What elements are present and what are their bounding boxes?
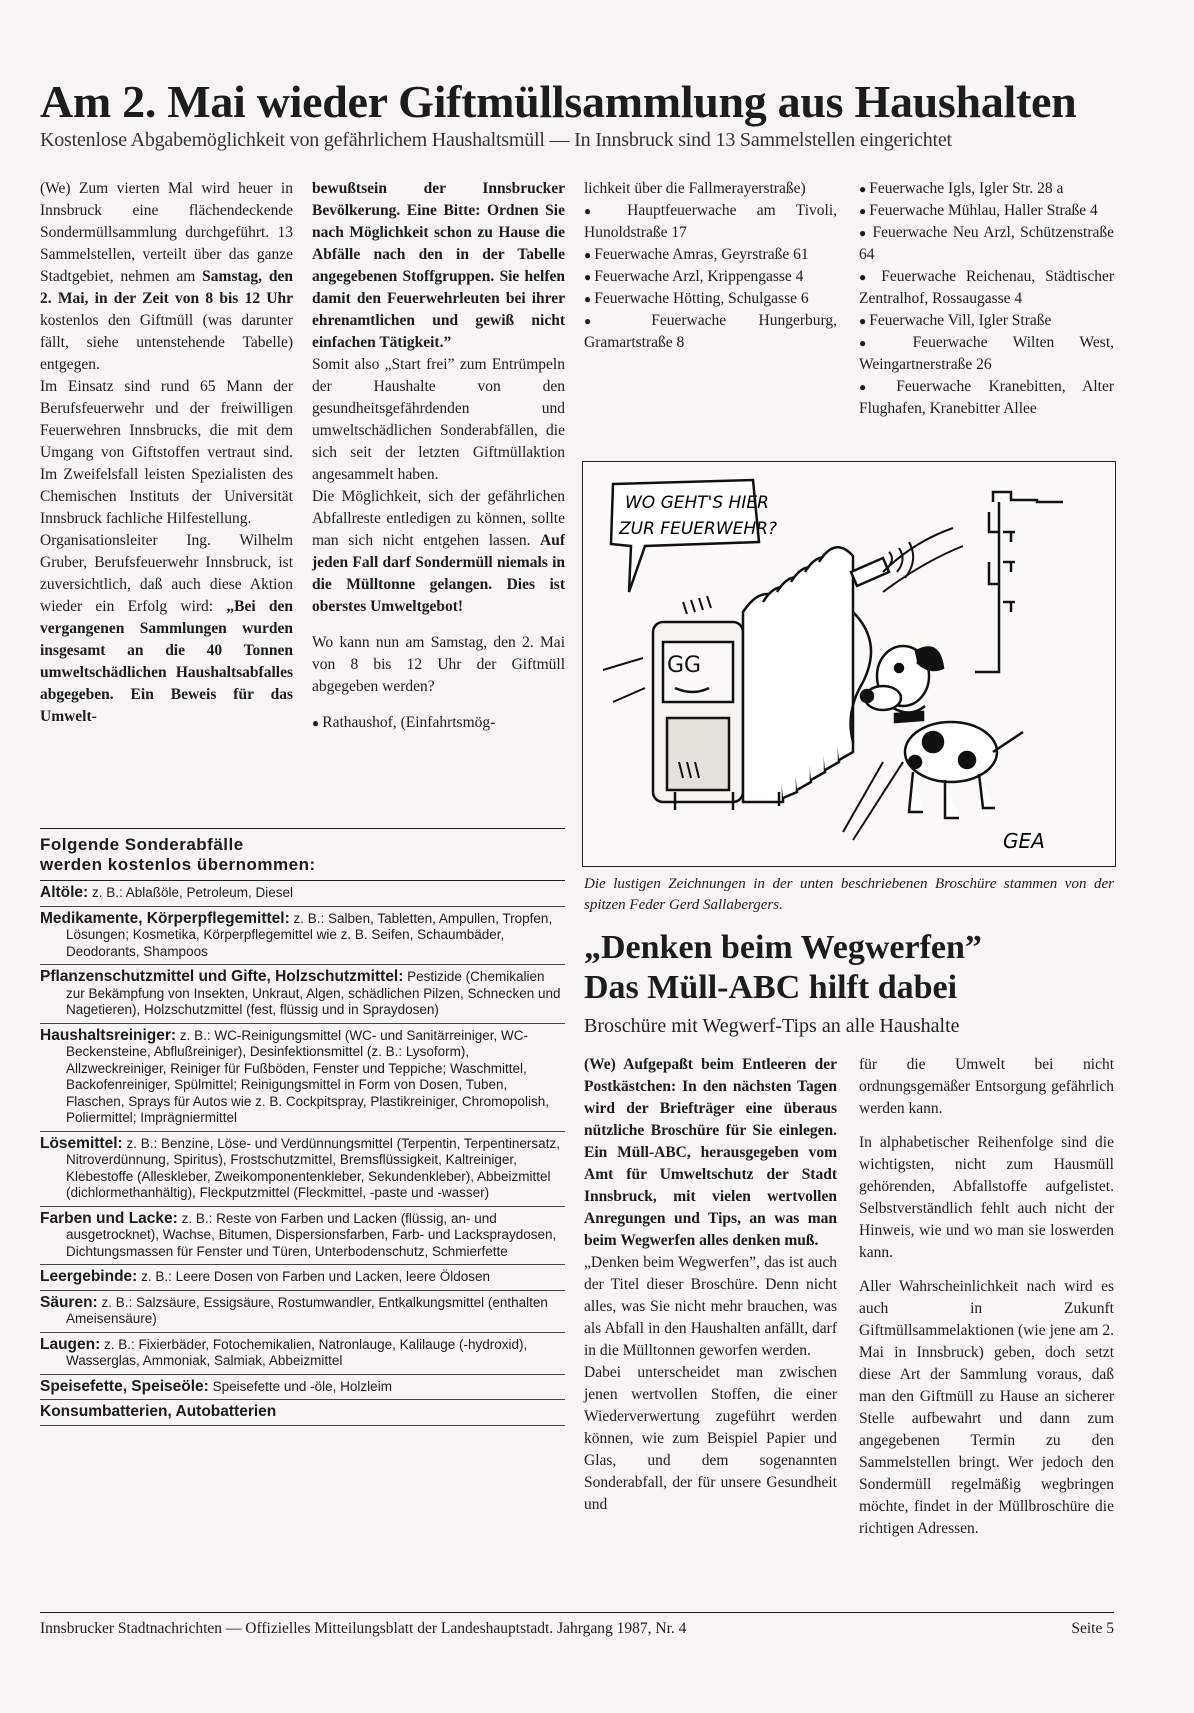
radiator-drawing [653,542,913,810]
waste-category: Konsumbatterien, Autobatterien [40,1403,277,1420]
waste-category: Pflanzenschutzmittel und Gifte, Holzschutzmittel: [40,968,404,985]
waste-examples: z. B.: Fixierbäder, Fotochemikalien, Natronlauge, Kalilauge (-hydroxid), Wasserglas, Ammoniak, Salmiak, Abbeizmittel [66,1336,528,1368]
waste-examples: z. B.: Benzine, Löse- und Verdünnungsmittel (Terpentin, Terpentinersatz, Nitroverdünnung, Spiritus), Frostschutzmittel, Bremsflüssigkeit, Kaltreiniger, Klebestoffe (Alleskleber, Zweikomponentenkleber, Sekundenkleber), Abbeizmittel (dichlormethanhältig), Fleckputzmittel (Fleckmittel, -paste und -wasser) [66,1135,560,1200]
article1-intro: (We) Zum vierten Mal wird heuer in Innsbruck eine flächendeckende Sondermüllsammlung durchgeführt. 13 Sammelstellen, verteilt über das ganze Stadtgebiet, nehmen am Samstag, den 2. Mai, in der Zeit von 8 bis 12 Uhr kostenlos den Giftmüll (was darunter fällt, siehe untenstehende Tabelle) entgegen. [40,180,293,373]
waste-table-entry [40,1404,565,1421]
location-bullet: ● Feuerwache Mühlau, Haller Straße 4 [859,200,1114,222]
artist-signature: GEA [1003,829,1045,853]
cartoon-illustration [582,461,1116,867]
waste-table-entry [40,911,565,961]
location-bullet: ● Feuerwache Wilten West, Weingartnerstraße 26 [859,332,1114,376]
radiator-eyes: GG [667,653,702,678]
article1-text: Organisationsleiter Ing. Wilhelm Gruber, Berufsfeuerwehr Innsbruck, ist zuversichtlich, daß auch diese Aktion wieder ein Erfolg wird: [40,532,293,615]
waste-table-body [40,881,565,1426]
location-bullet: ● Feuerwache Amras, Geyrstraße 61 [584,244,837,266]
location-bullet: ● Feuerwache Reichenau, Städtischer Zentralhof, Rossaugasse 4 [859,266,1114,310]
waste-examples: z. B.: Salzsäure, Essigsäure, Rostumwandler, Entkalkungsmittel (enthalten Ameisensäure) [66,1294,548,1326]
article1-quote: bewußtsein der Innsbrucker Bevölkerung. Eine Bitte: Ordnen Sie nach Möglichkeit schon zu Hause die Abfälle nach den in der Tabelle angegebenen Stoffgruppen. Sie helfen damit den Feuerwehrleuten bei ihrer ehrenamtlichen und gewiß nicht einfachen Tätigkeit.” [312,180,565,351]
subheadline: Kostenlose Abgabemöglichkeit von gefährlichem Haushaltsmüll — In Innsbruck sind 13 Sammelstellen eingerichtet [40,129,952,151]
waste-table-row [40,1333,565,1375]
waste-table-row [40,965,565,1024]
article1-paragraph: Somit also „Start frei” zum Entrümpeln der Haushalte von den gesundheitsgefährdenden und umweltschädlichen Sonderabfällen, die sich seit der letzten Giftmüllaktion angesammelt haben. [312,356,565,483]
location-bullet: ● Feuerwache Arzl, Krippengasse 4 [584,266,837,288]
article1-emphasis: Auf jeden Fall darf Sondermüll niemals in die Mülltonne gelangen. Dies ist oberstes Umweltgebot! [312,532,565,615]
waste-table-heading-line: Folgende Sonderabfälle [40,835,244,854]
page-number: Seite 5 [1071,1620,1114,1637]
article2-intro [584,1054,837,1252]
article2-subtitle: Broschüre mit Wegwerf-Tips an alle Haushalte [584,1015,960,1037]
location-bullet: ● Feuerwache Hungerburg, Gramartstraße 8 [584,310,837,354]
waste-table-entry [40,885,565,902]
speech-text-line-1: WO GEHT'S HIER [625,493,769,513]
location-bullet: ● Feuerwache Vill, Igler Straße [859,310,1114,332]
waste-table-row [40,1132,565,1207]
waste-table-entry [40,1295,565,1328]
location-bullet: ● Rathaushof, (Einfahrtsmög- [312,712,565,734]
article2-paragraph: Dabei unterscheidet man zwischen jenen wertvollen Stoffen, die einer Wiederverwertung zugeführt werden können, wie zum Beispiel Papier und Glas, und dem sogenannten Sonderabfall, der für unsere Gesundheit und [584,1364,837,1513]
waste-examples: z. B.: Leere Dosen von Farben und Lacken, leere Öldosen [137,1269,491,1284]
waste-category: Speisefette, Speiseöle: [40,1377,209,1395]
article2-paragraph: In alphabetischer Reihenfolge sind die wichtigsten, nicht zum Hausmüll gehörenden, Abfallstoffe aufgelistet. Selbstverständlich fehlt auch nicht der Hinweis, wie und wo man sie loswerden kann. [859,1134,1114,1261]
waste-table-row [40,1207,565,1266]
speech-text-line-2: ZUR FEUERWEHR? [619,519,777,539]
waste-table-entry [40,1136,565,1202]
waste-table-heading [40,835,565,881]
article1-question: Wo kann nun am Samstag, den 2. Mai von 8 bis 12 Uhr der Giftmüll abgegeben werden? [312,634,565,695]
location-bullet: ● Feuerwache Kranebitten, Alter Flughafen, Kranebitter Allee [859,376,1114,420]
article1-column-4 [859,178,1114,420]
location-list [859,178,1114,420]
waste-examples: z. B.: Ablaßöle, Petroleum, Diesel [88,885,294,900]
article1-text: Die Möglichkeit, sich der gefährlichen Abfallreste entledigen zu können, sollte man sich nicht entgehen lassen. [312,488,565,549]
cartoon-drawing [583,462,1115,866]
divider [40,828,565,829]
waste-table-entry [40,969,565,1019]
article1-quote: „Bei den vergangenen Sammlungen wurden insgesamt an die 40 Tonnen umweltschädlichen Haushaltsabfalles abgegeben. Ein Beweis für das Umwelt- [40,598,293,725]
waste-category: Farben und Lacke: [40,1209,178,1227]
waste-table-row [40,1375,565,1401]
waste-category: Altöle: [40,884,89,901]
waste-table-row [40,1265,565,1291]
waste-table-row [40,881,565,907]
article2-column-2 [859,1054,1114,1540]
waste-examples: z. B.: WC-Reinigungsmittel (WC- und Sanitärreiniger, WC-Beckensteine, Abflußreiniger), Desinfektionsmittel (z. B.: Lysoform), Allzweckreiniger, Reiniger für Fußböden, Fenster und Teppiche; Waschmittel, Backofenreiniger, Spülmittel; Reinigungsmittel in Form von Dosen, Tuben, Flaschen, Sprays für Autos wie z. B. Cockpitspray, Plastikreiniger, Chromopolish, Poliermittel; Imprägniermittel [66,1027,549,1125]
building-drawing [975,492,1063,672]
waste-table-entry [40,1269,565,1286]
waste-category: Säuren: [40,1293,98,1311]
waste-table-row [40,1291,565,1333]
location-bullet: ● Feuerwache Igls, Igler Str. 28 a [859,178,1114,200]
location-continuation: lichkeit über die Fallmerayerstraße) [584,180,806,197]
article2-paragraph: Aller Wahrscheinlichkeit nach wird es auch in Zukunft Giftmüllsammelaktionen (wie jene am 2. Mai in Innsbruck) geben, doch setzt diese Art der Sammlung voraus, daß man den Giftmüll zu Hause an sicherer Stelle aufbewahrt und dann zum angegebenen Termin zu den Sammelstellen bringt. Wer jedoch den Sondermüll regelmäßig wegbringen möchte, findet in der Müllbroschüre die richtigen Adressen. [859,1278,1114,1537]
waste-table-heading-line: werden kostenlos übernommen: [40,855,316,874]
page-footer [40,1612,1114,1639]
waste-examples: Speisefette und -öle, Holzleim [208,1378,392,1394]
waste-examples: z. B.: Salben, Tabletten, Ampullen, Tropfen, Lösungen; Kosmetika, Körperpflegemittel wie z. B. Seifen, Schaumbäder, Deodorants, Shampoos [66,910,553,959]
waste-table-entry [40,1337,565,1370]
article1-column-1 [40,178,293,728]
waste-category: Leergebinde: [40,1268,138,1285]
location-bullet: ● Hauptfeuerwache am Tivoli, Hunoldstraße 17 [584,200,837,244]
waste-examples: Pestizide (Chemikalien zur Bekämpfung von Insekten, Unkraut, Algen, schädlichen Pilzen, Schnecken und Nagetieren), Holzschutzmittel (fest, flüssig und in Spraydosen) [66,969,561,1017]
waste-table-row [40,1024,565,1132]
waste-table-entry [40,1379,565,1396]
article1-column-3 [584,178,837,354]
article2-title [584,928,1114,1008]
footer-publication: Innsbrucker Stadtnachrichten — Offizielles Mitteilungsblatt der Landeshauptstadt. Jahrgang 1987, Nr. 4 [40,1620,687,1637]
article1-paragraph [312,486,565,618]
article2-intro-bold: (We) Aufgepaßt beim Entleeren der Postkästchen: In den nächsten Tagen wird der Briefträger eine überaus nützliche Broschüre für Sie einlegen. Ein Müll-ABC, herausgegeben vom Amt für Umweltschutz der Stadt Innsbruck, mit vielen wertvollen Anregungen und Tips, an was man beim Wegwerfen alles denken muß. [584,1056,837,1249]
location-list [584,200,837,354]
article1-paragraph [40,530,293,728]
waste-table-row [40,1400,565,1426]
waste-category: Medikamente, Körperpflegemittel: [40,909,290,927]
waste-table-entry [40,1211,565,1261]
article1-column-2 [312,178,565,734]
article2-paragraph: „Denken beim Wegwerfen”, das ist auch der Titel dieser Broschüre. Denn nicht alles, was Sie nicht mehr brauchen, was als Abfall in den Haushalten anfällt, darf in die Mülltonnen geworfen werden. [584,1254,837,1359]
cartoon-caption: Die lustigen Zeichnungen in der unten beschriebenen Broschüre stammen von der spitzen Feder Gerd Sallabergers. [584,876,1114,913]
article2-column-1 [584,1054,837,1516]
article2-title-line: Das Müll-ABC hilft dabei [584,969,958,1006]
article1-paragraph: Im Einsatz sind rund 65 Mann der Berufsfeuerwehr und der freiwilligen Feuerwehren Innsbrucks, die mit dem Umgang von Giftstoffen vertraut sind. Im Zweifelsfall leisten Spezialisten des Chemischen Instituts der Universität Innsbruck fachliche Hilfestellung. [40,378,293,527]
article2-paragraph: für die Umwelt bei nicht ordnungsgemäßer Entsorgung gefährlich werden kann. [859,1056,1114,1117]
waste-table [40,835,565,1426]
waste-category: Lösemittel: [40,1134,123,1152]
article1-paragraph [312,178,565,354]
headline: Am 2. Mai wieder Giftmüllsammlung aus Haushalten [40,76,1077,127]
location-bullet: ● Feuerwache Neu Arzl, Schützenstraße 64 [859,222,1114,266]
waste-category: Haushaltsreiniger: [40,1026,177,1044]
article2-title-line: „Denken beim Wegwerfen” [584,929,982,966]
waste-table-entry [40,1028,565,1127]
waste-examples: z. B.: Reste von Farben und Lacken (flüssig, an- und ausgetrocknet), Wachse, Bitumen, Dispersionsfarben, Farb- und Lackspraydosen, Dichtungsmassen für Fenster und Türen, Unterbodenschutz, Schmierfette [66,1210,557,1259]
waste-category: Laugen: [40,1335,101,1353]
waste-table-row [40,907,565,966]
location-bullet: ● Feuerwache Hötting, Schulgasse 6 [584,288,837,310]
